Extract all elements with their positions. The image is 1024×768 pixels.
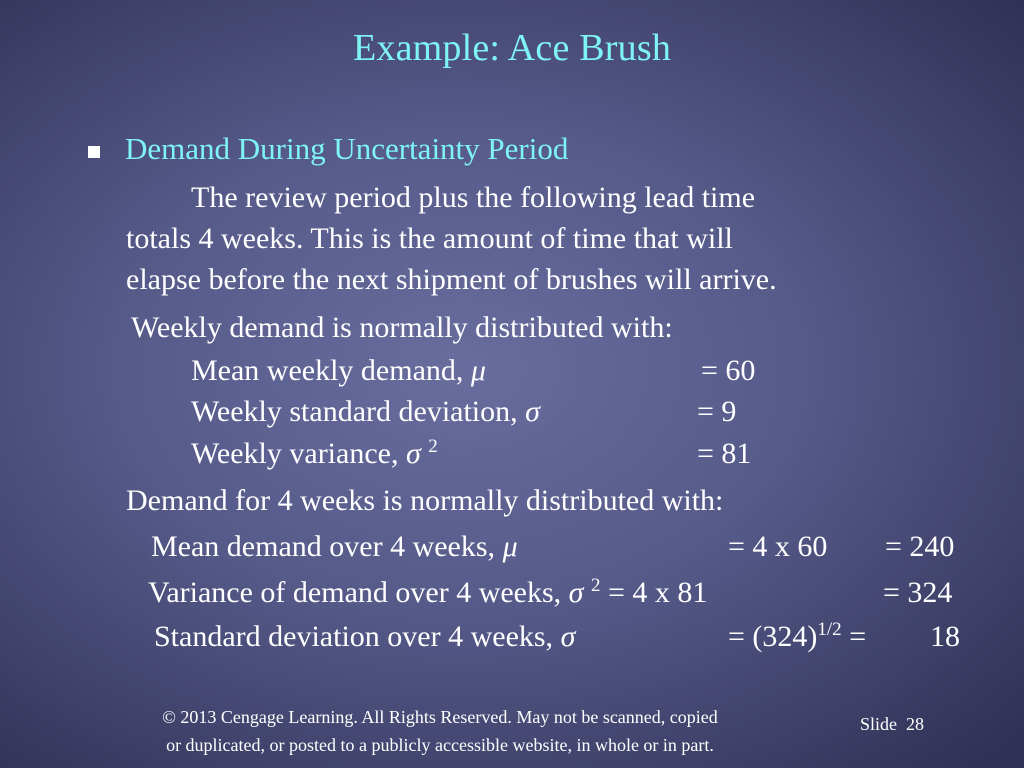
four-weeks-variance-label: Variance of demand over 4 weeks, σ $^2$ = 4 x 81 xyxy=(148,575,708,609)
slide-title: Example: Ace Brush xyxy=(352,27,672,69)
exponent: 2 xyxy=(428,436,438,457)
four-weeks-mean-calc: = 4 x 60 xyxy=(728,530,828,563)
exponent: 1/2 xyxy=(817,619,842,640)
four-weeks-variance-result: = 324 xyxy=(883,576,953,609)
mu-symbol: μ xyxy=(502,530,518,563)
sigma-symbol: σ xyxy=(568,576,584,609)
weekly-sd-value: = 9 xyxy=(697,395,737,428)
sigma-symbol: σ xyxy=(405,437,421,470)
weekly-mean-value: = 60 xyxy=(701,354,756,387)
four-weeks-sd-calc: = $(324)^{1/2}$ = xyxy=(728,619,867,653)
four-weeks-mean-result: = 240 xyxy=(885,530,955,563)
paragraph-line-1: The review period plus the following lead time xyxy=(191,181,756,214)
sigma-symbol: σ xyxy=(525,395,540,428)
four-weeks-sd-result: 18 xyxy=(930,620,960,653)
weekly-variance-label: Weekly variance, σ $^2$ xyxy=(191,436,438,470)
weekly-intro: Weekly demand is normally distributed with: xyxy=(131,311,673,344)
square-bullet-icon xyxy=(88,146,100,158)
copyright-line-1: © 2013 Cengage Learning. All Rights Reserved. May not be scanned, copied xyxy=(162,707,718,727)
bullet-heading: Demand During Uncertainty Period xyxy=(125,131,569,166)
four-weeks-sd-label: Standard deviation over 4 weeks, σ xyxy=(154,620,576,653)
weekly-variance-value: = 81 xyxy=(697,437,752,470)
paragraph-line-3: elapse before the next shipment of brushes will arrive. xyxy=(126,263,777,296)
copyright-footer xyxy=(60,703,820,759)
weekly-mean-label: Mean weekly demand, μ xyxy=(191,354,486,387)
mu-symbol: μ xyxy=(470,354,486,387)
copyright-line-2: or duplicated, or posted to a publicly accessible website, in whole or in part. xyxy=(166,735,714,755)
weekly-sd-label: Weekly standard deviation, σ xyxy=(191,395,540,428)
four-weeks-mean-label: Mean demand over 4 weeks, μ xyxy=(151,530,518,563)
slide-number: Slide 28 xyxy=(860,714,925,734)
exponent: 2 xyxy=(590,575,601,596)
paragraph-line-2: totals 4 weeks. This is the amount of time that will xyxy=(126,222,733,255)
four-weeks-intro: Demand for 4 weeks is normally distributed with: xyxy=(126,484,724,517)
sigma-symbol: σ xyxy=(560,620,576,653)
